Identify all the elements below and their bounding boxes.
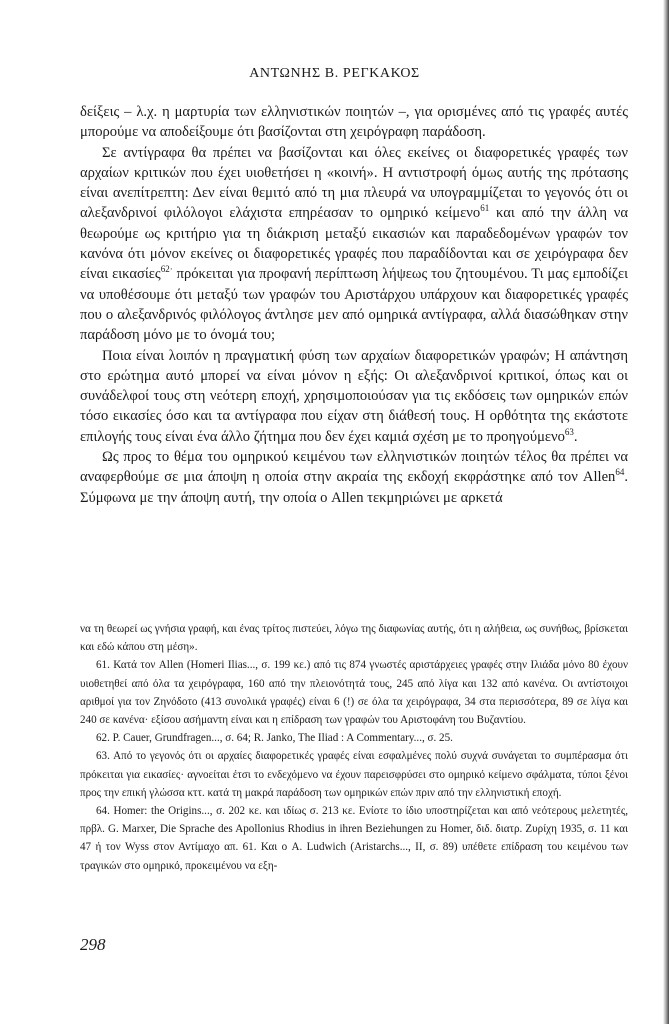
page-number: 298 <box>80 935 106 954</box>
footnote-64: 64. Homer: the Origins..., σ. 202 κε. και ιδίως σ. 213 κε. Ενίοτε το ίδιο υποστηρίζεται και από νεότερους μελετητές, πρβλ. G. Marxer, Die Sprache des Apollonius Rhodius in ihren Beziehungen zu Homer, διδ. διατρ. Ζυρίχη 1935, σ. 11 και 47 ή τον Wyss στον Αντίμαχο απ. 61. Και ο A. Ludwich (Aristarchs..., II, σ. 89) υπέθετε επίδραση του κειμένου των τραγικών στο ομηρικό, προκειμένου να εξη- <box>80 805 628 872</box>
footnote-ref-61[interactable]: 61 <box>480 203 490 214</box>
paragraph-3: Ποια είναι λοιπόν η πραγματική φύση των αρχαίων διαφορετικών γραφών; Η απάντηση στο ερώτημα αυτό μπορεί να είναι μόνον η εξής: Οι αλεξανδρινοί κριτικοί, όπως και οι συνάδελφοί τους στη νεότερη εποχή, χρησιμοποιούσαν για τις εκδόσεις των ομηρικών επών τόσο εικασίες όσο και τα αντίγραφα που είχαν στη διάθεσή τους. Η ορθότητα της εκάστοτε επιλογής τους είναι ένα άλλο ζήτημα που δεν έχει καμιά σχέση με το προηγούμενο$^{63}$. <box>80 347 628 445</box>
paragraph-4: Ως προς το θέμα του ομηρικού κειμένου των ελληνιστικών ποιητών τέλος θα πρέπει να αναφερθούμε σε μια άποψη η οποία στην ακραία της εκδοχή εκφράστηκε από τον Allen$^{64}$. Σύμφωνα με την άποψη αυτή, την οποία ο Allen τεκμηριώνει με αρκετά <box>80 449 628 506</box>
paragraph-2: Σε αντίγραφα θα πρέπει να βασίζονται και όλες εκείνες οι διαφορετικές γραφές των αρχαίων κριτικών που έχει υιοθετήσει η «κοινή». Η αντιστροφή όμως αυτής της πρότασης είναι ανεπίτρεπτη: Δεν είναι θεμιτό από τη μια πλευρά να υπογραμμίζεται το γεγονός ότι οι αλεξανδρινοί φιλόλογοι ελάχιστα επηρέασαν το ομηρικό κείμενο$^{61}$ και από την άλλη να θεωρούμε ως κριτήριο για τη διάκριση μεταξύ εικασιών και παραδεδομένων γραφών τον κανόνα ότι μόνον εκείνες οι διαφορετικές γραφές που παραδίδονται και σε χειρόγραφα δεν είναι εικασίες$^{62\cdot}$ πρόκειται για προφανή περίπτωση λήψεως του ζητουμένου. Τι μας εμποδίζει να υποθέσουμε ότι μεταξύ των γραφών του Αριστάρχου υπάρχουν και διαφορετικές γραφές που ο αλεξανδρινός φιλόλογος άντλησε μεν από ομηρικά αντίγραφα, αλλά διασώθηκαν στην παράδοση μόνο με το όνομά του; <box>80 144 628 344</box>
footnote-63: 63. Από το γεγονός ότι οι αρχαίες διαφορετικές γραφές είναι εσφαλμένες πολύ συχνά συνάγεται το συμπέρασμα ότι πρόκειται για εικασίες· αγνοείται έτσι το ενδεχόμενο να έχουν παρεισφρύσει στο ομηρικό κείμενο σφάλματα, τύποι ξένοι προς την επική γλώσσα κττ. κατά τη μακρά παράδοση των ομηρικών επών πριν από την ελληνιστική εποχή. <box>80 750 628 799</box>
page-edge-shadow <box>663 0 669 1024</box>
main-text <box>80 102 628 508</box>
footnote-62: 62. P. Cauer, Grundfragen..., σ. 64; R. Janko, The Iliad : A Commentary..., σ. 25. <box>96 732 453 745</box>
footnote-61: 61. Κατά τον Allen (Homeri Ilias..., σ. 199 κε.) από τις 874 γνωστές αριστάρχειες γραφές στην Ιλιάδα μόνο 80 έχουν υιοθετηθεί από όλα τα χειρόγραφα, 160 από την πλειονότητά τους, 245 από λίγα και 132 από κανένα. Οι αντίστοιχοι αριθμοί για τον Ζηνόδοτο (413 συνολικά γραφές) είναι 6 (!) σε όλα τα χειρόγραφα, 34 στα περισσότερα, 89 σε λίγα και 240 σε κανένα· εξίσου ασήμαντη είναι και η επίδραση των γραφών του Αριστοφάνη του Βυζαντίου. <box>80 659 628 727</box>
footnote-ref-62[interactable]: 62· <box>160 264 173 275</box>
footnote-ref-64[interactable]: 64 <box>615 467 625 478</box>
footnotes <box>80 620 628 875</box>
running-head: ΑΝΤΩΝΗΣ Β. ΡΕΓΚΑΚΟΣ <box>249 66 420 81</box>
paragraph-1: δείξεις – λ.χ. η μαρτυρία των ελληνιστικών ποιητών –, για ορισμένες από τις γραφές αυτές μπορούμε να αποδείξουμε ότι βασίζονται στη χειρόγραφη παράδοση. <box>80 104 628 141</box>
footnote-continued: να τη θεωρεί ως γνήσια γραφή, και ένας τρίτος πιστεύει, λόγω της διαφωνίας αυτής, ότι η αλήθεια, ως συνήθως, βρίσκεται και εδώ κάπου στη μέση». <box>80 623 628 654</box>
footnote-ref-63[interactable]: 63 <box>564 426 574 437</box>
